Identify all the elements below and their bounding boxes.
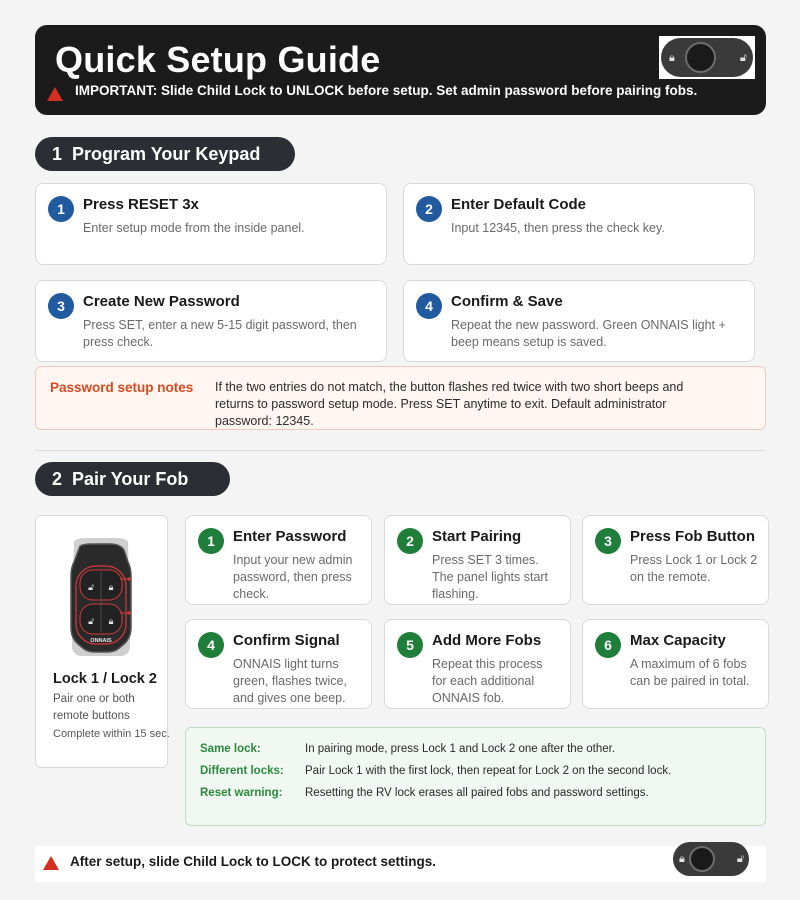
footer-text: After setup, slide Child Lock to LOCK to protect settings. bbox=[70, 854, 437, 869]
pair-step-card bbox=[185, 619, 372, 709]
lock-icon: 🔒︎ bbox=[669, 50, 675, 64]
page-title: Quick Setup Guide bbox=[55, 39, 381, 80]
pair-step-card bbox=[185, 515, 372, 605]
pair-step-card bbox=[582, 619, 769, 709]
step-number-badge: 4 bbox=[198, 632, 224, 658]
step-description: Repeat the new password. Green ONNAIS light + beep means setup is saved. bbox=[451, 318, 726, 349]
warning-icon bbox=[43, 856, 59, 870]
fob-time-note: Complete within 15 sec. bbox=[53, 728, 170, 740]
section-2-title: Pair Your Fob bbox=[72, 469, 189, 489]
info-value: In pairing mode, press Lock 1 and Lock 2 one after the other. bbox=[305, 743, 616, 755]
section-2-number: 2 bbox=[52, 469, 63, 489]
svg-text:🔓︎: 🔓︎ bbox=[88, 617, 94, 627]
step-number-badge: 2 bbox=[397, 528, 423, 554]
step-title: Start Pairing bbox=[432, 528, 522, 545]
step-title: Create New Password bbox=[83, 293, 240, 310]
child-lock-unlocked-icon bbox=[659, 36, 755, 79]
step-description: Input your new admin password, then press check. bbox=[233, 553, 353, 601]
step-description: Press SET, enter a new 5-15 digit password, then press check. bbox=[83, 318, 357, 349]
step-description: Press SET 3 times. The panel lights start flashing. bbox=[432, 553, 549, 601]
step-title: Enter Password bbox=[233, 528, 347, 545]
switch-knob bbox=[685, 42, 716, 73]
fob-brand-text: ONNAIS bbox=[90, 638, 112, 644]
fob-card bbox=[35, 515, 168, 768]
footer-warning bbox=[35, 846, 766, 882]
keypad-step-card bbox=[35, 183, 387, 265]
info-value: Pair Lock 1 with the first lock, then repeat for Lock 2 on the second lock. bbox=[305, 765, 672, 777]
password-notes-label: Password setup notes bbox=[50, 380, 194, 395]
step-number-badge: 2 bbox=[416, 196, 442, 222]
pair-step-card bbox=[384, 515, 571, 605]
step-title: Confirm & Save bbox=[451, 293, 563, 310]
step-number-badge: 3 bbox=[595, 528, 621, 554]
svg-text:🔒︎: 🔒︎ bbox=[108, 617, 114, 627]
step-description: Press Lock 1 or Lock 2 on the remote. bbox=[630, 553, 758, 584]
password-notes-text: If the two entries do not match, the button flashes red twice with two short beeps and returns to password setup mode. Press SET anytime to exit. Default administrator password: 12345. bbox=[215, 380, 684, 428]
step-number-badge: 6 bbox=[595, 632, 621, 658]
keypad-step-card bbox=[403, 280, 755, 362]
fob-subtitle: Pair one or both remote buttons bbox=[53, 693, 135, 722]
password-notes-box bbox=[35, 366, 766, 430]
step-number-badge: 3 bbox=[48, 293, 74, 319]
svg-text:🔒︎: 🔒︎ bbox=[108, 583, 114, 593]
step-title: Press Fob Button bbox=[630, 528, 756, 545]
info-key: Reset warning: bbox=[200, 787, 283, 799]
keypad-step-card bbox=[35, 280, 387, 362]
step-description: Repeat this process for each additional ONNAIS fob. bbox=[432, 657, 543, 705]
child-lock-locked-icon bbox=[671, 840, 751, 878]
step-description: A maximum of 6 fobs can be paired in total. bbox=[630, 657, 750, 688]
section-2-heading bbox=[35, 462, 230, 496]
step-title: Enter Default Code bbox=[451, 196, 587, 213]
section-divider bbox=[35, 450, 766, 451]
unlock-icon: 🔓︎ bbox=[739, 50, 747, 64]
step-number-badge: 4 bbox=[416, 293, 442, 319]
step-title: Press RESET 3x bbox=[83, 196, 199, 213]
step-description: Enter setup mode from the inside panel. bbox=[83, 221, 305, 235]
pair-step-card bbox=[582, 515, 769, 605]
warning-icon bbox=[47, 87, 63, 101]
svg-text:🔓︎: 🔓︎ bbox=[88, 583, 94, 593]
pair-step-card bbox=[384, 619, 571, 709]
step-description: ONNAIS light turns green, flashes twice, and gives one beep. bbox=[233, 657, 347, 705]
info-key: Different locks: bbox=[200, 765, 284, 777]
info-value: Resetting the RV lock erases all paired fobs and password settings. bbox=[305, 787, 649, 799]
unlock-icon: 🔓︎ bbox=[736, 852, 744, 865]
remote-fob-image bbox=[36, 516, 169, 666]
pairing-info-box bbox=[185, 727, 766, 826]
step-number-badge: 5 bbox=[397, 632, 423, 658]
section-1-heading bbox=[35, 137, 295, 171]
step-number-badge: 1 bbox=[48, 196, 74, 222]
important-note: IMPORTANT: Slide Child Lock to UNLOCK before setup. Set admin password before pairing fobs. bbox=[75, 83, 698, 98]
step-description: Input 12345, then press the check key. bbox=[451, 221, 665, 235]
section-1-title: Program Your Keypad bbox=[72, 144, 261, 164]
header-banner bbox=[35, 25, 766, 115]
lock-icon: 🔒︎ bbox=[679, 852, 685, 865]
step-title: Max Capacity bbox=[630, 632, 726, 649]
step-title: Confirm Signal bbox=[233, 632, 340, 649]
step-number-badge: 1 bbox=[198, 528, 224, 554]
step-title: Add More Fobs bbox=[432, 632, 542, 649]
section-1-number: 1 bbox=[52, 144, 63, 164]
switch-knob bbox=[689, 846, 715, 872]
info-key: Same lock: bbox=[200, 743, 261, 755]
fob-title: Lock 1 / Lock 2 bbox=[53, 671, 157, 687]
keypad-step-card bbox=[403, 183, 755, 265]
